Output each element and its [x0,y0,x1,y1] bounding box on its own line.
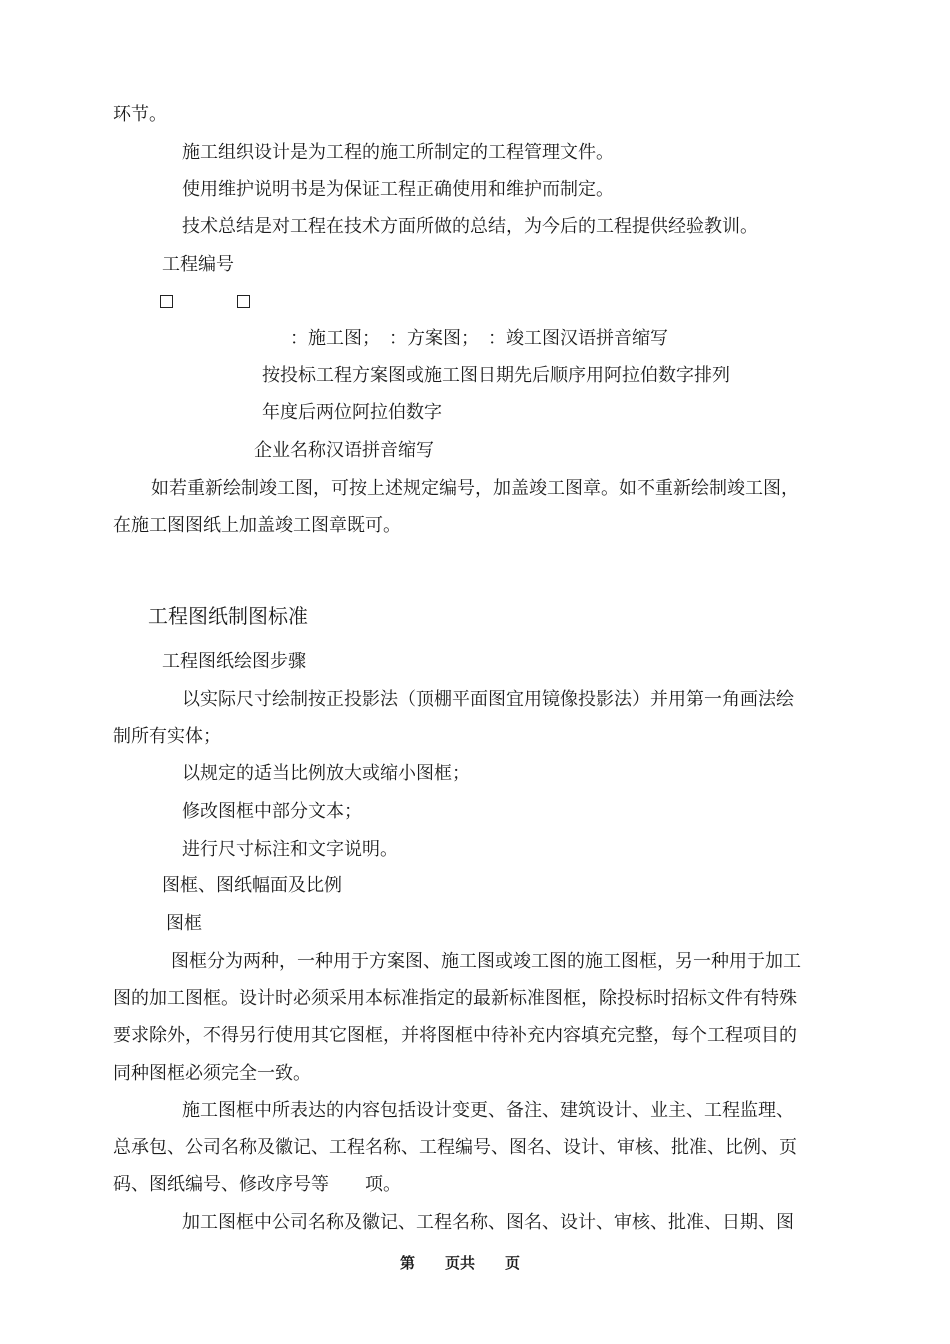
text-line: 环节。 [113,104,167,125]
text-line: 修改图框中部分文本； [182,801,362,822]
subsection-heading: 工程图纸绘图步骤 [162,651,306,672]
text-line: 年度后两位阿拉伯数字 [262,402,442,423]
text-line: 制所有实体； [113,726,221,747]
subsection-heading: 图框、图纸幅面及比例 [162,875,342,896]
text-line: 施工图框中所表达的内容包括设计变更、备注、建筑设计、业主、工程监理、 [182,1100,794,1121]
subsection-heading: 图框 [166,913,202,934]
text-line: 同种图框必须完全一致。 [113,1063,311,1084]
text-line: 加工图框中公司名称及徽记、工程名称、图名、设计、审核、批准、日期、图 [182,1212,794,1233]
text-line: 按投标工程方案图或施工图日期先后顺序用阿拉伯数字排列 [262,365,730,386]
text-line: 如若重新绘制竣工图，可按上述规定编号，加盖竣工图章。如不重新绘制竣工图， [151,478,799,499]
text-line: 总承包、公司名称及徽记、工程名称、工程编号、图名、设计、审核、批准、比例、页 [113,1137,797,1158]
section-heading: 工程图纸制图标准 [148,604,308,628]
checkbox-icon [160,295,173,308]
page-footer: 第 页共 页 [400,1254,521,1272]
text-line: 使用维护说明书是为保证工程正确使用和维护而制定。 [182,179,614,200]
checkbox-icon [237,295,250,308]
text-line: 图的加工图框。设计时必须采用本标准指定的最新标准图框，除投标时招标文件有特殊 [113,988,797,1009]
text-line: 码、图纸编号、修改序号等 项。 [113,1174,401,1195]
text-line: 要求除外，不得另行使用其它图框，并将图框中待补充内容填充完整，每个工程项目的 [113,1025,797,1046]
text-line: 企业名称汉语拼音缩写 [254,440,434,461]
text-line: 施工组织设计是为工程的施工所制定的工程管理文件。 [182,142,614,163]
text-line: 图框分为两种，一种用于方案图、施工图或竣工图的施工图框，另一种用于加工 [171,951,801,972]
text-line: 以规定的适当比例放大或缩小图框； [182,763,470,784]
text-line: 技术总结是对工程在技术方面所做的总结，为今后的工程提供经验教训。 [182,216,758,237]
text-line: 进行尺寸标注和文字说明。 [182,839,398,860]
text-line: ：施工图； ：方案图； ：竣工图汉语拼音缩写 [290,328,668,349]
text-line: 以实际尺寸绘制按正投影法（顶棚平面图宜用镜像投影法）并用第一角画法绘 [182,689,794,710]
section-label: 工程编号 [162,254,234,275]
text-line: 在施工图图纸上加盖竣工图章既可。 [113,515,401,536]
